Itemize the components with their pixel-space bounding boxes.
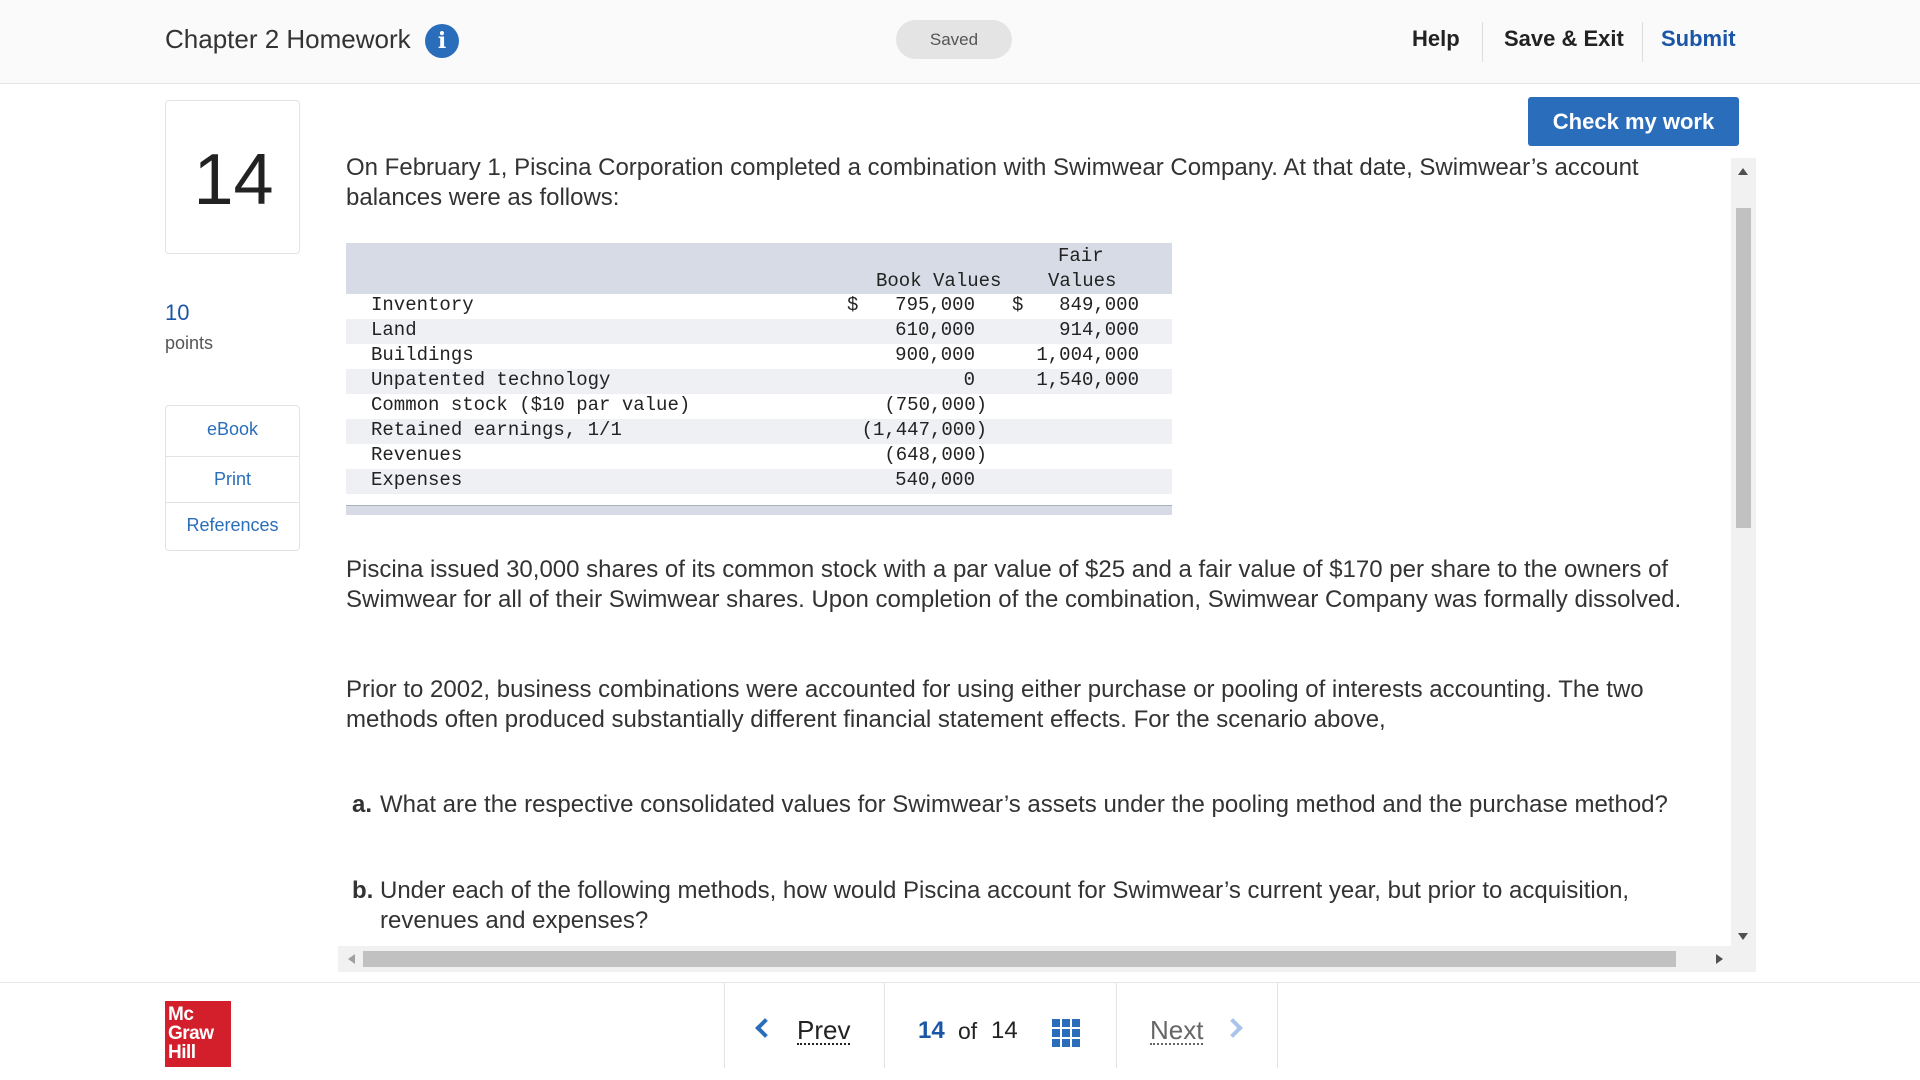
- row-label: Common stock ($10 par value): [371, 394, 691, 416]
- divider: [166, 456, 299, 457]
- fair-value: 849,000: [1059, 294, 1139, 316]
- question-number: 14: [193, 140, 274, 220]
- table-header: [346, 243, 1172, 294]
- nav-divider: [724, 983, 725, 1068]
- book-value: 610,000: [895, 319, 975, 341]
- logo-line: Mc: [168, 1004, 194, 1025]
- bottom-footer: [0, 982, 1920, 1080]
- question-paragraph: Prior to 2002, business combinations were accounted for using either purchase or pooling of interests accounting. The two methods often produced substantially different financial statement effects. For the scenario above,: [346, 676, 1644, 733]
- assignment-title: Chapter 2 Homework: [165, 24, 411, 54]
- book-values-header: Book Values: [876, 270, 1002, 292]
- scroll-left-icon[interactable]: [348, 954, 355, 964]
- book-value: (1,447,000): [861, 419, 987, 441]
- question-content: [346, 150, 1731, 940]
- question-navigation: [724, 983, 1278, 1068]
- table-row: [346, 319, 1172, 344]
- account-balances-table: [346, 243, 1172, 515]
- next-button[interactable]: Next: [1150, 1015, 1204, 1045]
- table-row: [346, 469, 1172, 494]
- part-text: Under each of the following methods, how would Piscina account for Swimwear’s current year, but prior to acquisition, revenues and expenses?: [380, 877, 1630, 934]
- row-label: Expenses: [371, 469, 463, 491]
- top-header: [0, 0, 1920, 84]
- logo-line: Graw: [168, 1023, 214, 1044]
- book-value: 900,000: [895, 344, 975, 366]
- book-value: 540,000: [895, 469, 975, 491]
- header-divider: [1482, 22, 1483, 62]
- table-row: [346, 444, 1172, 469]
- current-page: 14: [918, 1017, 945, 1044]
- part-label: a.: [352, 791, 373, 818]
- vertical-scrollbar[interactable]: [1731, 158, 1756, 946]
- horizontal-scroll-thumb[interactable]: [363, 951, 1676, 967]
- fair-value: 1,004,000: [1036, 344, 1139, 366]
- table-row: [346, 419, 1172, 444]
- row-label: Revenues: [371, 444, 463, 466]
- chevron-right-icon[interactable]: [1223, 1018, 1243, 1038]
- table-row: [346, 344, 1172, 369]
- references-link[interactable]: References: [186, 515, 279, 535]
- scroll-down-icon[interactable]: [1738, 933, 1748, 940]
- divider: [166, 502, 299, 503]
- logo-line: Hill: [168, 1042, 196, 1063]
- book-value: (750,000): [884, 394, 987, 416]
- nav-divider: [1116, 983, 1117, 1068]
- book-value: (648,000): [884, 444, 987, 466]
- help-button[interactable]: Help: [1412, 26, 1460, 51]
- nav-divider: [1277, 983, 1278, 1068]
- horizontal-scrollbar[interactable]: [338, 946, 1756, 972]
- row-label: Retained earnings, 1/1: [371, 419, 622, 441]
- row-label: Buildings: [371, 344, 474, 366]
- saved-status-badge: Saved: [896, 20, 1012, 59]
- part-text: What are the respective consolidated values for Swimwear’s assets under the pooling method and the purchase method?: [380, 791, 1668, 818]
- total-pages: 14: [991, 1017, 1018, 1044]
- check-my-work-button[interactable]: Check my work: [1528, 97, 1739, 146]
- nav-divider: [884, 983, 885, 1068]
- points-label: points: [165, 333, 214, 353]
- table-row: [346, 394, 1172, 419]
- fair-values-header-line1: Fair: [1058, 245, 1104, 267]
- chevron-left-icon[interactable]: [755, 1018, 775, 1038]
- question-grid-icon[interactable]: [1052, 1019, 1081, 1048]
- ebook-link[interactable]: eBook: [206, 419, 259, 439]
- row-label: Land: [371, 319, 417, 341]
- header-divider: [1642, 22, 1643, 62]
- fair-value: 914,000: [1059, 319, 1139, 341]
- vertical-scroll-thumb[interactable]: [1736, 208, 1751, 528]
- fair-value: 1,540,000: [1036, 369, 1139, 391]
- resource-links: [165, 405, 300, 551]
- submit-button[interactable]: Submit: [1661, 26, 1736, 51]
- currency-symbol: $: [847, 294, 859, 316]
- question-number-box: [165, 100, 300, 254]
- table-footer: [346, 505, 1172, 515]
- row-label: Unpatented technology: [371, 369, 611, 391]
- book-value: 795,000: [895, 294, 975, 316]
- page-of-label: of: [958, 1018, 978, 1044]
- currency-symbol: $: [1012, 294, 1024, 316]
- print-link[interactable]: Print: [213, 469, 251, 489]
- row-label: Inventory: [371, 294, 474, 316]
- mcgraw-hill-logo: [165, 1001, 231, 1067]
- part-label: b.: [352, 877, 374, 904]
- info-icon[interactable]: i: [425, 24, 459, 58]
- table-row: [346, 294, 1172, 319]
- points-value: 10: [165, 300, 190, 325]
- prev-button[interactable]: Prev: [797, 1015, 851, 1045]
- scroll-right-icon[interactable]: [1716, 954, 1723, 964]
- fair-values-header-line2: Values: [1048, 270, 1117, 292]
- question-paragraph: Piscina issued 30,000 shares of its common stock with a par value of $25 and a fair value of $170 per share to the owners of Swimwear for all of their Swimwear shares. Upon completion of the combination, Swimwear Company was formally dissolved.: [346, 556, 1682, 613]
- question-intro: On February 1, Piscina Corporation completed a combination with Swimwear Company. At that date, Swimwear’s account balances were as follows:: [346, 154, 1639, 211]
- save-exit-button[interactable]: Save & Exit: [1504, 26, 1624, 51]
- scroll-up-icon[interactable]: [1738, 168, 1748, 175]
- book-value: 0: [963, 369, 975, 391]
- table-row: [346, 369, 1172, 394]
